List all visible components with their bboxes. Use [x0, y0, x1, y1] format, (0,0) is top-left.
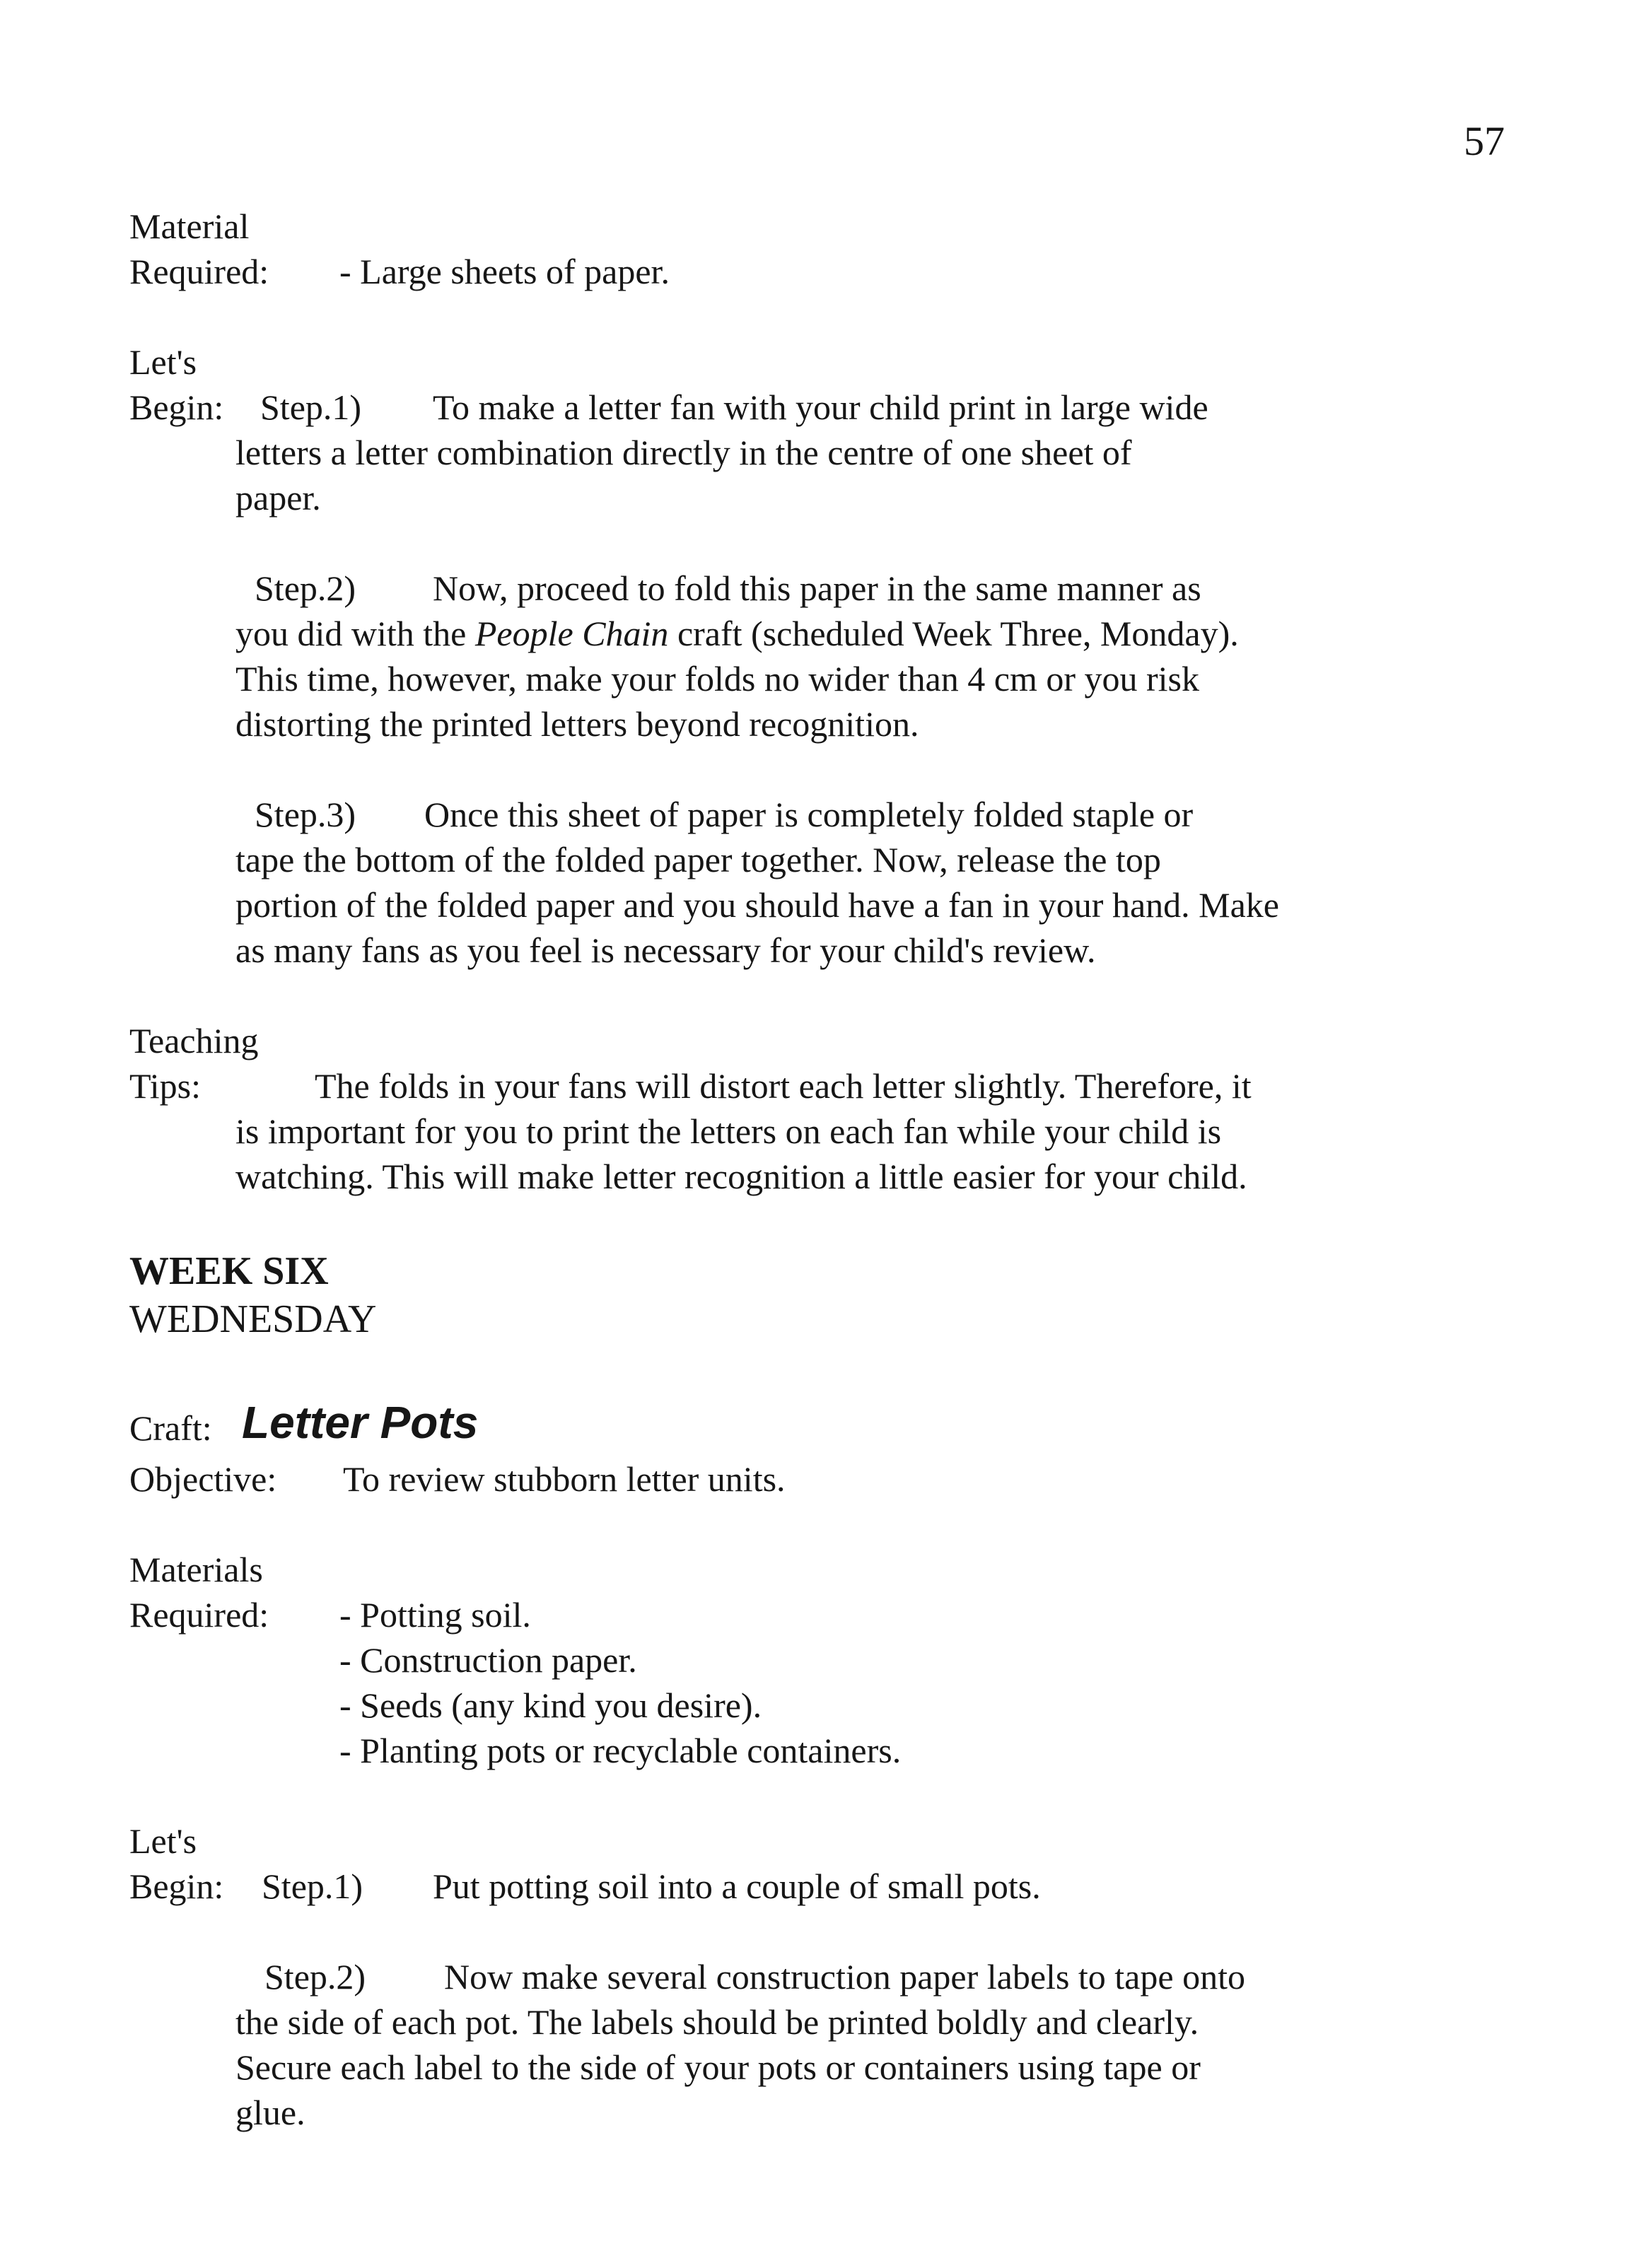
step3-line-3: portion of the folded paper and you should have a fan in your hand. Make	[235, 885, 1279, 925]
s2-step2-line-2: the side of each pot. The labels should be printed boldly and clearly.	[235, 2002, 1199, 2042]
step3-line-1: Once this sheet of paper is completely folded staple or	[424, 795, 1194, 834]
tips-label-line1: Teaching	[129, 1021, 259, 1060]
material-item: - Large sheets of paper.	[339, 252, 670, 291]
materials-item-3: - Seeds (any kind you desire).	[339, 1685, 762, 1725]
material-label-line2: Required:	[129, 252, 269, 291]
s2-step2-label: Step.2)	[264, 1957, 366, 1997]
step1-line-3: paper.	[235, 478, 321, 518]
step2-line-2-pre: you did with the	[235, 614, 475, 653]
materials-label-line2: Required:	[129, 1595, 269, 1635]
step2-line-1: Now, proceed to fold this paper in the same manner as	[433, 568, 1201, 608]
materials-item-2: - Construction paper.	[339, 1640, 637, 1680]
begin-label-line2: Begin:	[129, 387, 224, 427]
step2-line-4: distorting the printed letters beyond recognition.	[235, 704, 919, 744]
materials-item-4: - Planting pots or recyclable containers.	[339, 1731, 902, 1770]
step1-line-2: letters a letter combination directly in the centre of one sheet of	[235, 433, 1132, 472]
materials-label-line1: Materials	[129, 1550, 263, 1589]
step2-label: Step.2)	[255, 568, 356, 608]
materials-item-1: - Potting soil.	[339, 1595, 531, 1635]
people-chain-title: People Chain	[474, 614, 669, 653]
step2-line-3: This time, however, make your folds no wider than 4 cm or you risk	[235, 659, 1199, 698]
step3-label: Step.3)	[255, 795, 356, 834]
begin-label-line1: Let's	[129, 342, 197, 382]
objective-text: To review stubborn letter units.	[343, 1459, 786, 1499]
week-heading: WEEK SIX	[129, 1249, 329, 1293]
day-heading: WEDNESDAY	[129, 1297, 377, 1341]
step2-line-2	[235, 611, 1239, 656]
craft-label: Craft:	[129, 1408, 212, 1448]
step3-line-2: tape the bottom of the folded paper together. Now, release the top	[235, 840, 1161, 879]
begin2-label-line1: Let's	[129, 1821, 197, 1861]
tips-line-1: The folds in your fans will distort each letter slightly. Therefore, it	[315, 1066, 1252, 1106]
s2-step1-label: Step.1)	[262, 1866, 363, 1906]
s2-step1-text: Put potting soil into a couple of small pots.	[433, 1866, 1041, 1906]
tips-label-line2: Tips:	[129, 1066, 202, 1106]
tips-line-3: watching. This will make letter recognition a little easier for your child.	[235, 1157, 1247, 1196]
tips-line-2: is important for you to print the letters on each fan while your child is	[235, 1111, 1222, 1151]
page-number: 57	[1464, 118, 1505, 164]
begin2-label-line2: Begin:	[129, 1866, 224, 1906]
craft-title: Letter Pots	[242, 1397, 479, 1448]
s2-step2-line-3: Secure each label to the side of your pots or containers using tape or	[235, 2047, 1201, 2087]
s2-step2-line-1: Now make several construction paper labels to tape onto	[444, 1957, 1245, 1997]
step1-line-1: To make a letter fan with your child print in large wide	[433, 387, 1208, 427]
step3-line-4: as many fans as you feel is necessary for your child's review.	[235, 930, 1096, 970]
step2-line-2-post: craft (scheduled Week Three, Monday).	[668, 614, 1239, 653]
step1-label: Step.1)	[260, 387, 362, 427]
material-label-line1: Material	[129, 206, 250, 246]
objective-label: Objective:	[129, 1459, 277, 1499]
s2-step2-line-4: glue.	[235, 2093, 305, 2132]
